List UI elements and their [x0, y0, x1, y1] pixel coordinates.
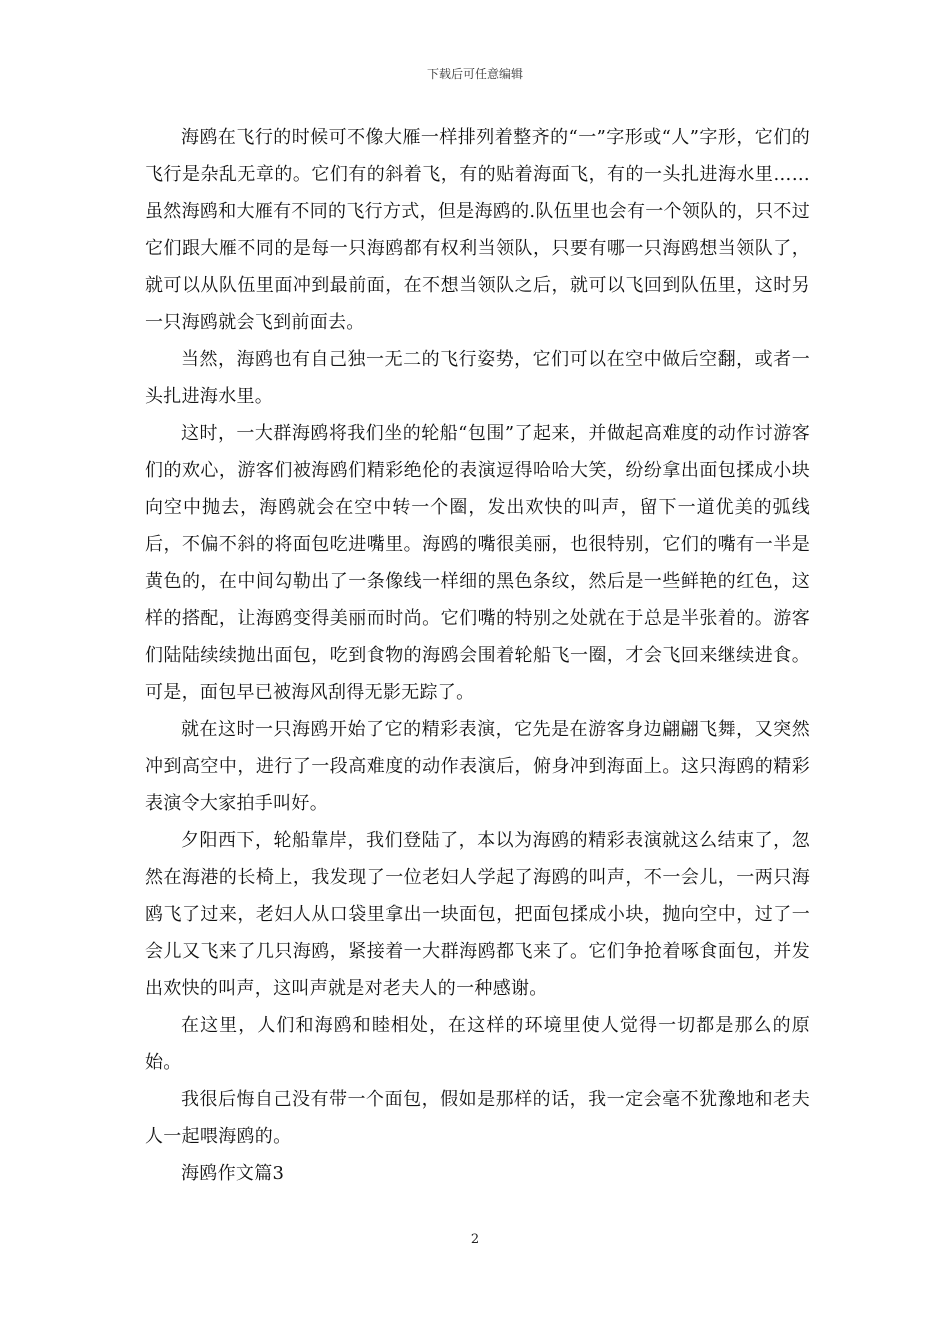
page-header: 下载后可任意编辑: [426, 67, 523, 81]
paragraph-2: 当然，海鸥也有自己独一无二的飞行姿势，它们可以在空中做后空翻，或者一头扎进海水里。: [145, 349, 810, 407]
paragraph-7: 我很后悔自己没有带一个面包，假如是那样的话，我一定会毫不犹豫地和老夫人一起喂海鸥的。: [145, 1089, 810, 1147]
section-heading: 海鸥作文篇3: [181, 1163, 285, 1184]
document-body: [145, 119, 810, 1192]
paragraph-5: 夕阳西下，轮船靠岸，我们登陆了，本以为海鸥的精彩表演就这么结束了，忽然在海港的长椅上，我发现了一位老妇人学起了海鸥的叫声，不一会儿，一两只海鸥飞了过来，老妇人从口袋里拿出一块面包，把面包揉成小块，抛向空中，过了一会儿又飞来了几只海鸥，紧接着一大群海鸥都飞来了。它们争抢着啄食面包，并发出欢快的叫声，这叫声就是对老夫人的一种感谢。: [145, 830, 810, 999]
paragraph-1: 海鸥在飞行的时候可不像大雁一样排列着整齐的“一”字形或“人”字形，它们的飞行是杂乱无章的。它们有的斜着飞，有的贴着海面飞，有的一头扎进海水里……虽然海鸥和大雁有不同的飞行方式，但是海鸥的.队伍里也会有一个领队的，只不过它们跟大雁不同的是每一只海鸥都有权利当领队，只要有哪一只海鸥想当领队了，就可以从队伍里面冲到最前面，在不想当领队之后，就可以飞回到队伍里，这时另一只海鸥就会飞到前面去。: [145, 127, 810, 333]
paragraph-4: 就在这时一只海鸥开始了它的精彩表演，它先是在游客身边翩翩飞舞，又突然冲到高空中，进行了一段高难度的动作表演后，俯身冲到海面上。这只海鸥的精彩表演令大家拍手叫好。: [145, 719, 810, 814]
paragraph-6: 在这里，人们和海鸥和睦相处，在这样的环境里使人觉得一切都是那么的原始。: [145, 1015, 810, 1073]
paragraph-3: 这时，一大群海鸥将我们坐的轮船“包围”了起来，并做起高难度的动作讨游客们的欢心，游客们被海鸥们精彩绝伦的表演逗得哈哈大笑，纷纷拿出面包揉成小块向空中抛去，海鸥就会在空中转一个圈，发出欢快的叫声，留下一道优美的弧线后，不偏不斜的将面包吃进嘴里。海鸥的嘴很美丽，也很特别，它们的嘴有一半是黄色的，在中间勾勒出了一条像线一样细的黑色条纹，然后是一些鲜艳的红色，这样的搭配，让海鸥变得美丽而时尚。它们嘴的特别之处就在于总是半张着的。游客们陆陆续续抛出面包，吃到食物的海鸥会围着轮船飞一圈，才会飞回来继续进食。可是，面包早已被海风刮得无影无踪了。: [145, 423, 810, 703]
page-number: 2: [470, 1232, 480, 1247]
